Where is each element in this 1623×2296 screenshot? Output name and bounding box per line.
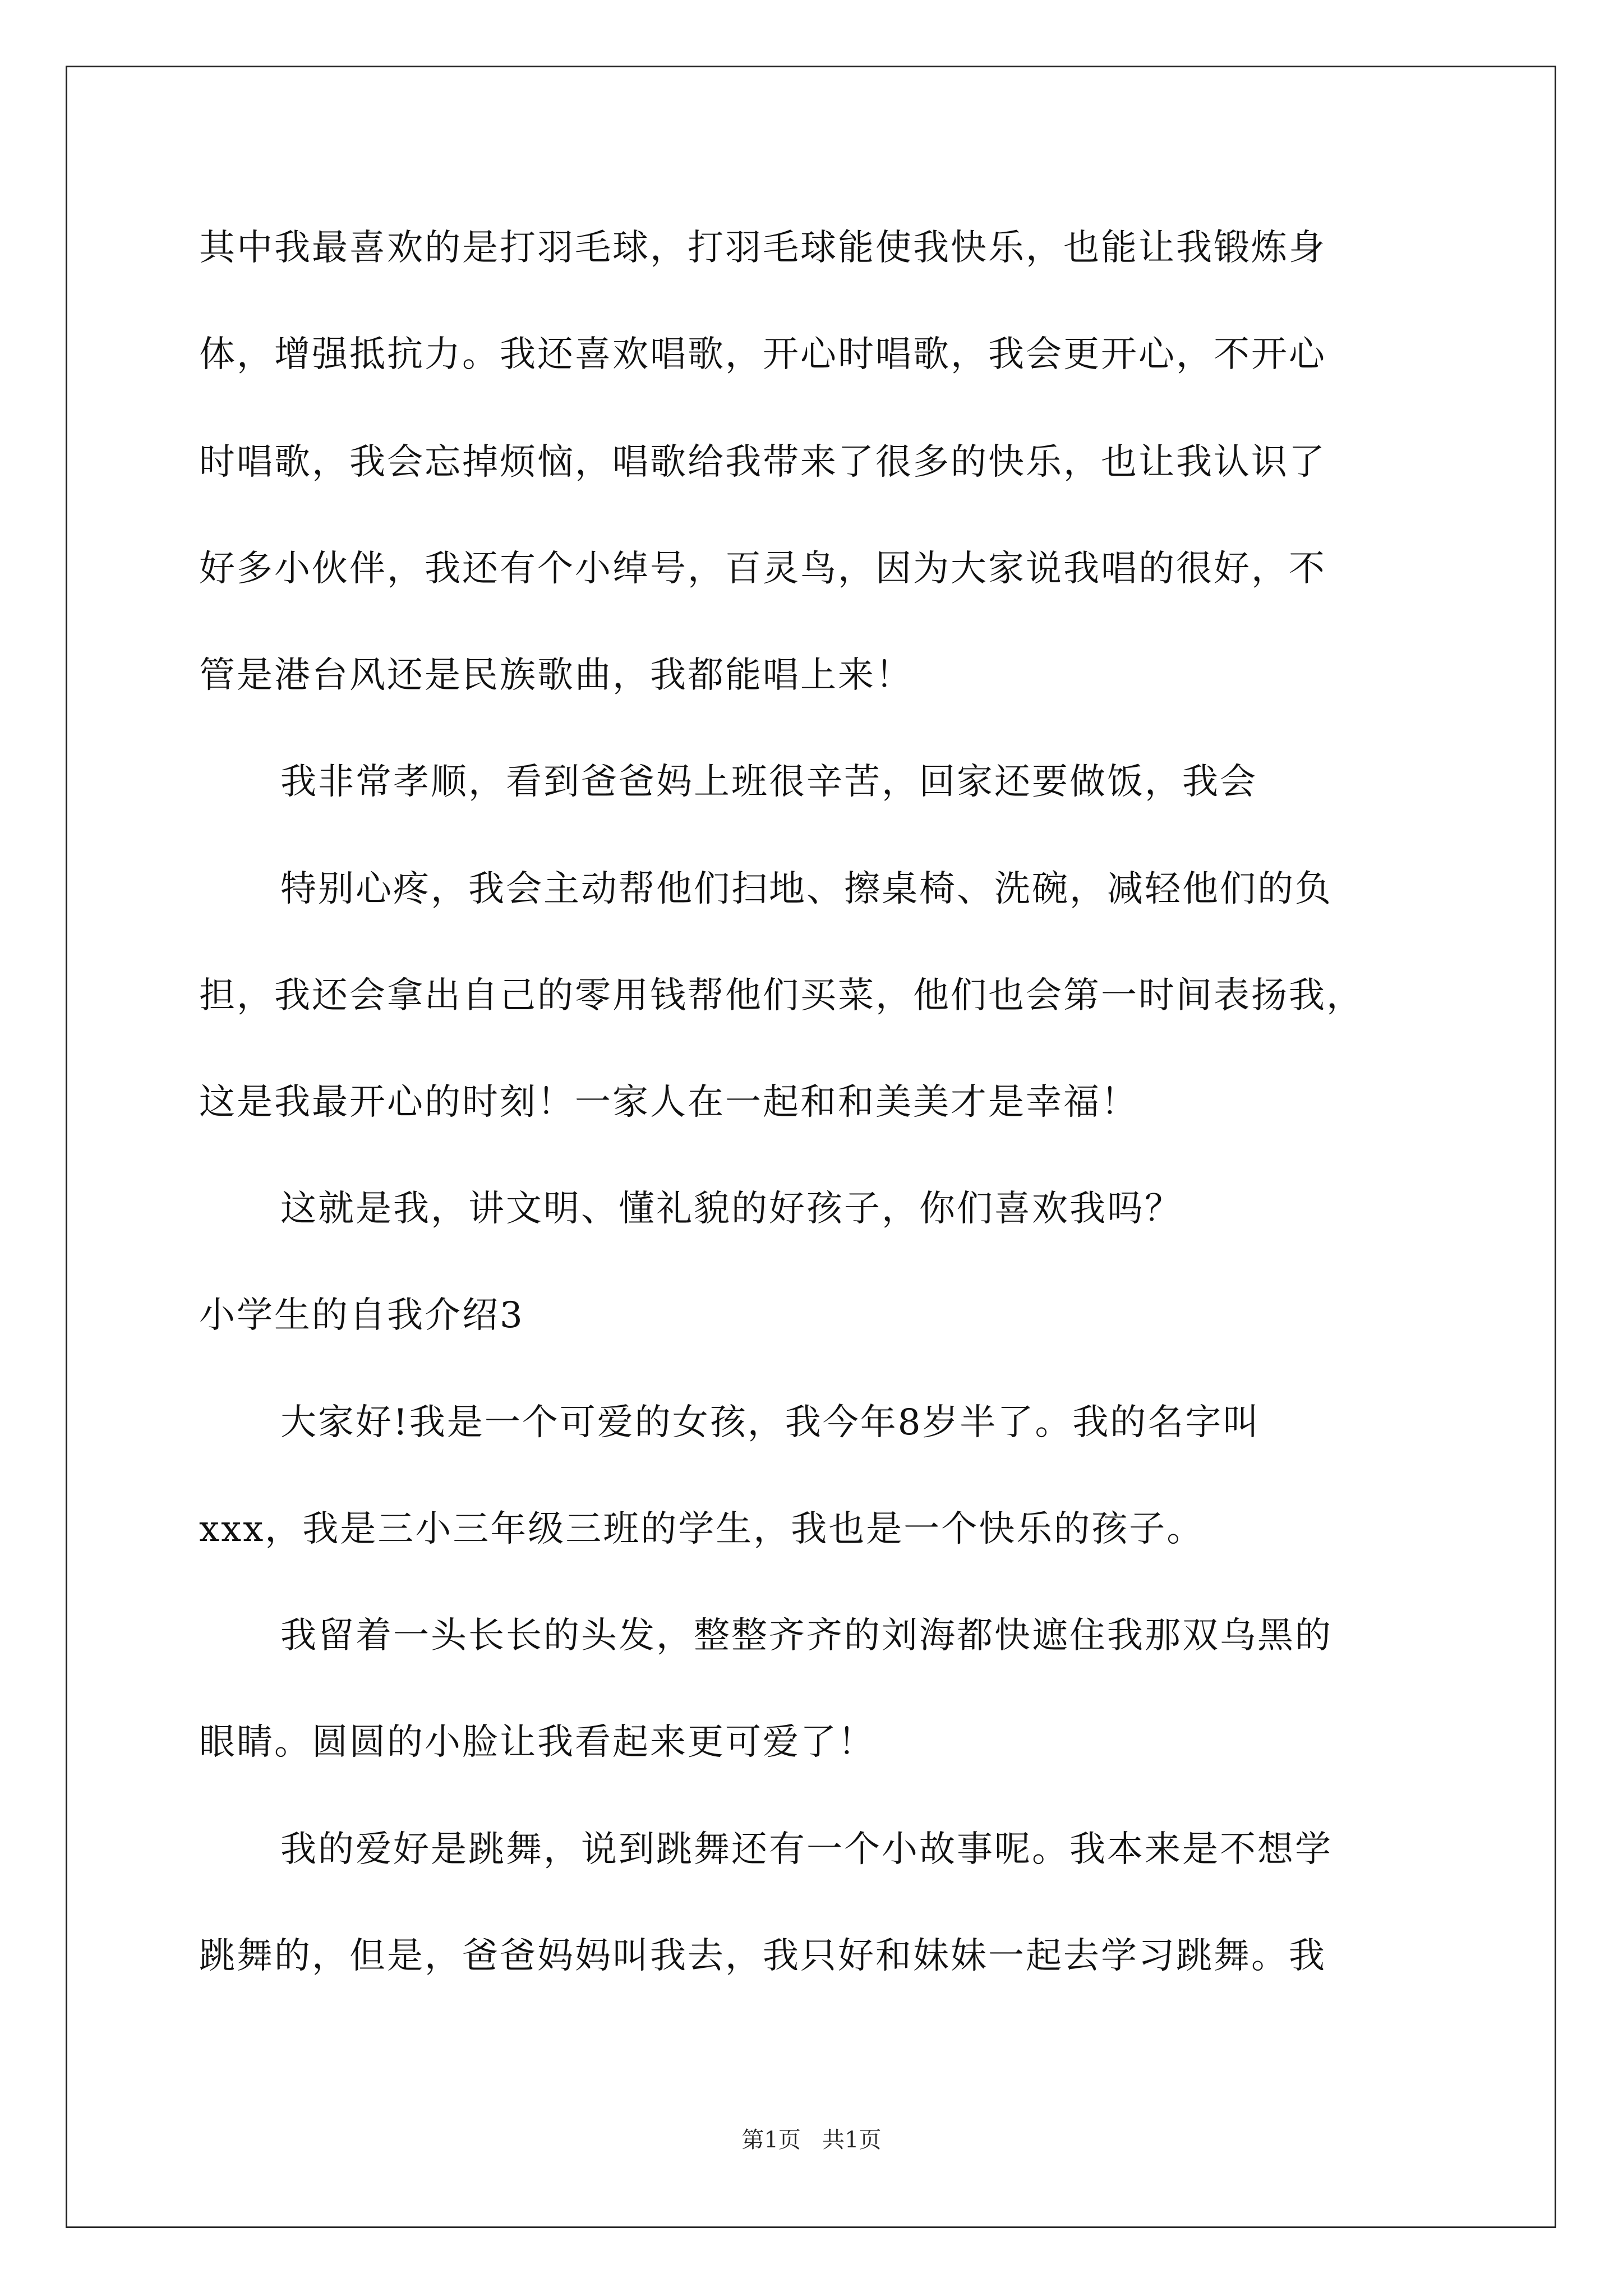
text-line: 跳舞的，但是，爸爸妈妈叫我去，我只好和妹妹一起去学习跳舞。我: [199, 1935, 1326, 1977]
page-footer: 第1页 共1页: [741, 2127, 882, 2153]
text-line: 时唱歌，我会忘掉烦恼，唱歌给我带来了很多的快乐，也让我认识了: [199, 441, 1326, 483]
text-line: 好多小伙伴，我还有个小绰号，百灵鸟，因为大家说我唱的很好，不: [199, 548, 1326, 590]
section-heading: 小学生的自我介绍3: [199, 1295, 524, 1336]
text-line: 管是港台风还是民族歌曲，我都能唱上来！: [199, 655, 913, 696]
text-line: 这就是我，讲文明、懂礼貌的好孩子，你们喜欢我吗？: [280, 1188, 1182, 1230]
text-line: 大家好!我是一个可爱的女孩，我今年8岁半了。我的名字叫: [280, 1402, 1261, 1443]
text-line: 我非常孝顺，看到爸爸妈上班很辛苦，回家还要做饭，我会: [280, 761, 1257, 803]
text-line: 我留着一头长长的头发，整整齐齐的刘海都快遮住我那双乌黑的: [280, 1615, 1332, 1657]
text-line: 这是我最开心的时刻！一家人在一起和和美美才是幸福！: [199, 1082, 1138, 1123]
text-line: 其中我最喜欢的是打羽毛球，打羽毛球能使我快乐，也能让我锻炼身: [199, 227, 1326, 269]
text-line: 我的爱好是跳舞，说到跳舞还有一个小故事呢。我本来是不想学: [280, 1829, 1332, 1870]
text-line: 担，我还会拿出自己的零用钱帮他们买菜，他们也会第一时间表扬我，: [199, 975, 1364, 1016]
text-line: 体，增强抵抗力。我还喜欢唱歌，开心时唱歌，我会更开心，不开心: [199, 334, 1326, 375]
text-line: xxx，我是三小三年级三班的学生，我也是一个快乐的孩子。: [199, 1508, 1205, 1550]
text-line: 眼睛。圆圆的小脸让我看起来更可爱了！: [199, 1722, 875, 1763]
page-border: [66, 66, 1556, 2228]
text-line: 特别心疼，我会主动帮他们扫地、擦桌椅、洗碗，减轻他们的负: [280, 868, 1332, 910]
